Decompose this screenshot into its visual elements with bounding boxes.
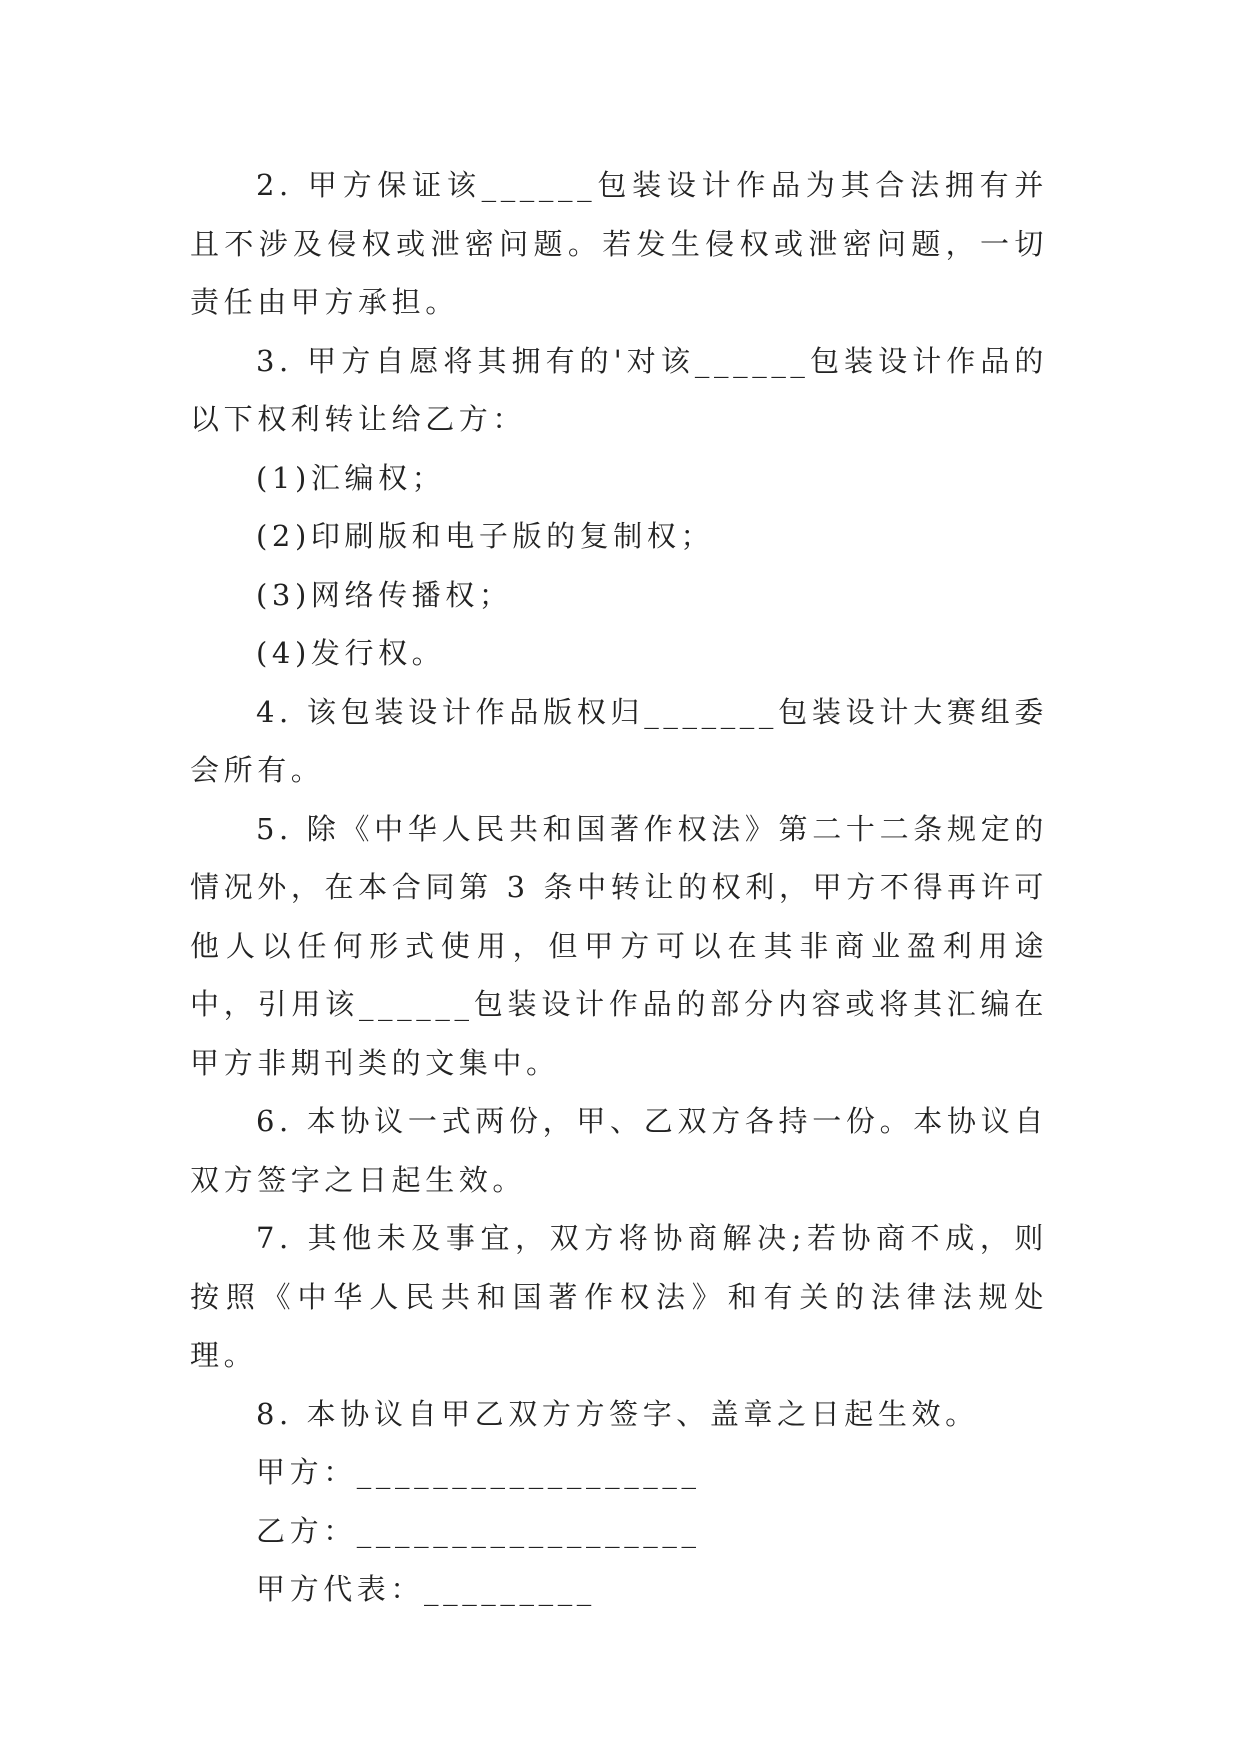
agreement-body	[190, 156, 1048, 1619]
party-a-representative-line: 甲方代表：_________	[256, 1572, 596, 1606]
clause-8: 8. 本协议自甲乙双方方签字、盖章之日起生效。	[256, 1396, 979, 1431]
party-b-signature-line: 乙方：__________________	[256, 1513, 701, 1548]
clause-3-item-2: (2)印刷版和电子版的复制权；	[256, 519, 715, 553]
clause-3-item-3: (3)网络传播权；	[256, 577, 513, 612]
clause-7: 7. 其他未及事宜，双方将协商解决;若协商不成，则按照《中华人民共和国著作权法》和有关的法律法规处理。	[190, 1221, 1048, 1372]
clause-3-item-4: (4)发行权。	[256, 636, 446, 670]
clause-3-item-1: (1)汇编权；	[256, 460, 446, 495]
party-a-signature-line: 甲方：__________________	[256, 1455, 701, 1489]
clause-5: 5. 除《中华人民共和国著作权法》第二十二条规定的情况外，在本合同第 3 条中转让的权利，甲方不得再许可他人以任何形式使用，但甲方可以在其非商业盈利用途中，引用该______包装设计作品的部分内容或将其汇编在甲方非期刊类的文集中。	[190, 811, 1048, 1080]
clause-4: 4. 该包装设计作品版权归_______包装设计大赛组委会所有。	[190, 694, 1048, 787]
clause-3: 3. 甲方自愿将其拥有的'对该______包装设计作品的以下权利转让给乙方：	[190, 343, 1048, 436]
clause-2: 2. 甲方保证该______包装设计作品为其合法拥有并且不涉及侵权或泄密问题。若发生侵权或泄密问题，一切责任由甲方承担。	[190, 168, 1048, 319]
clause-6: 6. 本协议一式两份，甲、乙双方各持一份。本协议自双方签字之日起生效。	[190, 1104, 1048, 1197]
